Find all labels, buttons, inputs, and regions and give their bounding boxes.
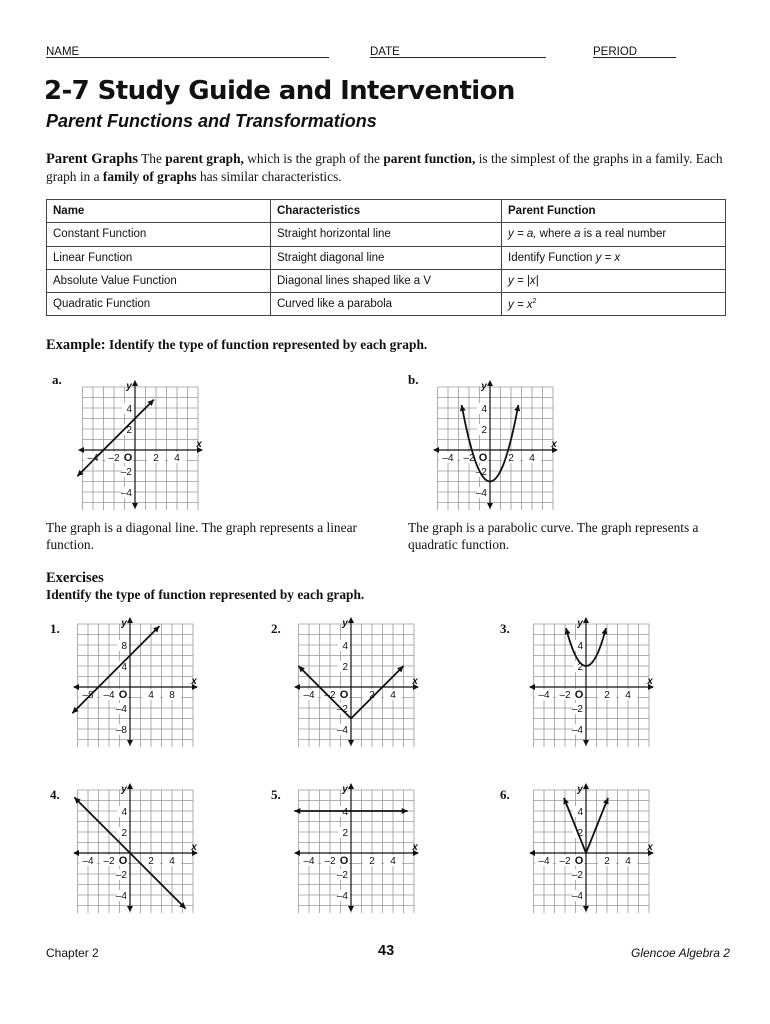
x-tick-label: 8 — [169, 690, 175, 701]
x-tick-label: 4 — [625, 856, 631, 867]
table-cell: Straight horizontal line — [271, 223, 502, 246]
intro-term: parent graph, — [165, 151, 244, 166]
table-row — [47, 246, 726, 269]
y-axis-arrow — [583, 906, 589, 912]
x-tick-label: –4 — [103, 690, 115, 701]
x-tick-label: 4 — [148, 690, 154, 701]
x-axis-arrow — [529, 850, 535, 856]
x-tick-label: –4 — [82, 856, 94, 867]
y-axis-arrow — [132, 380, 138, 386]
intro-text: has similar characteristics. — [196, 169, 342, 184]
y-axis-arrow — [132, 503, 138, 509]
y-axis-label: y — [577, 784, 583, 795]
y-tick-label: 2 — [342, 828, 348, 839]
example-a-graph — [77, 378, 204, 510]
y-axis-label: y — [577, 618, 583, 629]
exercises-instruction: Identify the type of function represented by each graph. — [46, 587, 365, 602]
y-tick-label: 2 — [577, 662, 583, 673]
example-heading — [46, 337, 427, 354]
parent-functions-table — [46, 199, 726, 316]
y-tick-label: –2 — [475, 467, 487, 478]
column-header: Parent Function — [502, 200, 726, 223]
x-axis-label: x — [412, 676, 418, 687]
function-arrow — [294, 808, 300, 814]
x-axis-label: x — [647, 842, 653, 853]
y-axis-arrow — [348, 617, 354, 623]
example-b-answer: The graph is a parabolic curve. The graph represents a quadratic function. — [408, 520, 699, 552]
x-tick-label: 2 — [508, 453, 514, 464]
table-cell: y = a, where a is a real number — [502, 223, 726, 246]
intro-term: parent function, — [383, 151, 476, 166]
x-tick-label: –8 — [82, 690, 94, 701]
y-tick-label: –4 — [475, 488, 487, 499]
x-tick-label: –4 — [87, 453, 99, 464]
x-tick-label: –2 — [103, 856, 115, 867]
exercise-5-label: 5. — [271, 787, 281, 802]
y-tick-label: 2 — [126, 425, 132, 436]
origin-label: O — [478, 452, 488, 464]
column-header: Characteristics — [271, 200, 502, 223]
x-axis-label: x — [191, 676, 197, 687]
y-tick-label: –4 — [336, 891, 348, 902]
origin-label: O — [574, 855, 584, 867]
x-tick-label: –2 — [463, 453, 475, 464]
exercise-1-label: 1. — [50, 621, 60, 636]
table-cell: Quadratic Function — [47, 293, 271, 316]
example-b-graph — [432, 378, 559, 510]
x-axis-arrow — [73, 850, 79, 856]
y-axis-arrow — [348, 906, 354, 912]
y-tick-label: 4 — [126, 404, 132, 415]
origin-label: O — [118, 855, 128, 867]
x-tick-label: –4 — [442, 453, 454, 464]
origin-label: O — [339, 689, 349, 701]
y-tick-label: –2 — [115, 870, 127, 881]
function-arrow — [402, 808, 408, 814]
footer-book-title: Glencoe Algebra 2 — [631, 946, 730, 960]
y-tick-label: 4 — [121, 662, 127, 673]
y-tick-label: –2 — [571, 870, 583, 881]
intro-text: is the simplest of the graphs in a family. Each graph in a — [46, 151, 723, 184]
date-label: DATE — [370, 46, 400, 58]
exercise-1-graph — [72, 615, 199, 747]
y-tick-label: –2 — [120, 467, 132, 478]
intro-text: which is the graph of the — [243, 151, 384, 166]
student-info-line — [46, 46, 728, 62]
example-label: Example: — [46, 337, 106, 353]
x-tick-label: –4 — [538, 690, 550, 701]
x-axis-label: x — [647, 676, 653, 687]
page-subtitle: Parent Functions and Transformations — [46, 111, 377, 131]
x-axis-label: x — [196, 439, 202, 450]
y-axis-label: y — [342, 618, 348, 629]
x-tick-label: –2 — [324, 690, 336, 701]
x-tick-label: 2 — [148, 856, 154, 867]
table-row — [47, 293, 726, 316]
y-tick-label: –4 — [571, 891, 583, 902]
column-header: Name — [47, 200, 271, 223]
table-cell: Diagonal lines shaped like a V — [271, 269, 502, 292]
y-axis-label: y — [121, 618, 127, 629]
y-tick-label: 4 — [342, 641, 348, 652]
exercise-3-graph — [528, 615, 655, 747]
y-tick-label: 2 — [121, 828, 127, 839]
x-tick-label: 4 — [625, 690, 631, 701]
y-tick-label: –4 — [120, 488, 132, 499]
y-axis-arrow — [127, 617, 133, 623]
x-tick-label: –4 — [538, 856, 550, 867]
y-axis-arrow — [127, 906, 133, 912]
footer-page-number: 43 — [378, 943, 395, 959]
y-tick-label: –2 — [336, 870, 348, 881]
exercise-4-graph — [72, 781, 199, 913]
exercise-2-graph — [293, 615, 420, 747]
x-tick-label: 2 — [153, 453, 159, 464]
y-tick-label: 4 — [121, 807, 127, 818]
period-label: PERIOD — [593, 46, 638, 58]
y-tick-label: –4 — [571, 725, 583, 736]
intro-text: The — [137, 151, 166, 166]
y-tick-label: –8 — [115, 725, 127, 736]
y-tick-label: 2 — [481, 425, 487, 436]
table-row — [47, 223, 726, 246]
y-tick-label: 4 — [577, 807, 583, 818]
example-b-label: b. — [408, 372, 419, 387]
x-tick-label: –2 — [559, 690, 571, 701]
x-axis-label: x — [191, 842, 197, 853]
intro-term: family of graphs — [102, 169, 197, 184]
x-tick-label: –4 — [303, 690, 315, 701]
x-tick-label: –2 — [324, 856, 336, 867]
origin-label: O — [339, 855, 349, 867]
x-tick-label: 2 — [369, 856, 375, 867]
x-tick-label: 4 — [390, 690, 396, 701]
y-axis-label: y — [126, 381, 132, 392]
y-axis-label: y — [481, 381, 487, 392]
page-title: 2-7 Study Guide and Intervention — [44, 76, 515, 106]
exercise-4-label: 4. — [50, 787, 60, 802]
x-tick-label: –2 — [559, 856, 571, 867]
intro-lead: Parent Graphs — [46, 151, 138, 167]
y-tick-label: 2 — [577, 828, 583, 839]
x-axis-label: x — [551, 439, 557, 450]
name-label: NAME — [46, 46, 80, 58]
y-tick-label: –2 — [336, 704, 348, 715]
table-cell: y = |x| — [502, 269, 726, 292]
y-tick-label: 8 — [121, 641, 127, 652]
exercises-title: Exercises — [46, 570, 104, 586]
table-cell: Straight diagonal line — [271, 246, 502, 269]
y-axis-arrow — [583, 783, 589, 789]
table-cell: Absolute Value Function — [47, 269, 271, 292]
y-axis-arrow — [348, 740, 354, 746]
exercise-6-graph — [528, 781, 655, 913]
y-axis-arrow — [583, 617, 589, 623]
x-tick-label: 2 — [369, 690, 375, 701]
y-tick-label: –2 — [571, 704, 583, 715]
function-line — [77, 400, 154, 477]
y-tick-label: –4 — [336, 725, 348, 736]
y-axis-arrow — [127, 740, 133, 746]
x-axis-arrow — [73, 684, 79, 690]
x-axis-arrow — [294, 684, 300, 690]
x-tick-label: 4 — [169, 856, 175, 867]
x-tick-label: –4 — [303, 856, 315, 867]
example-instruction: Identify the type of function represented by each graph. — [108, 337, 428, 352]
exercise-6-label: 6. — [500, 787, 510, 802]
y-tick-label: 4 — [577, 641, 583, 652]
intro-paragraph — [46, 150, 736, 185]
y-axis-arrow — [583, 740, 589, 746]
exercise-3-label: 3. — [500, 621, 510, 636]
exercise-2-label: 2. — [271, 621, 281, 636]
example-a-answer: The graph is a diagonal line. The graph represents a linear function. — [46, 520, 357, 552]
table-cell: Curved like a parabola — [271, 293, 502, 316]
function-line — [72, 626, 159, 713]
y-axis-arrow — [348, 783, 354, 789]
x-axis-arrow — [294, 850, 300, 856]
x-axis-arrow — [433, 447, 439, 453]
y-axis-label: y — [121, 784, 127, 795]
x-tick-label: 4 — [390, 856, 396, 867]
x-tick-label: –2 — [108, 453, 120, 464]
y-axis-arrow — [127, 783, 133, 789]
x-tick-label: 4 — [174, 453, 180, 464]
origin-label: O — [574, 689, 584, 701]
y-tick-label: 2 — [342, 662, 348, 673]
table-cell: Constant Function — [47, 223, 271, 246]
table-row — [47, 269, 726, 292]
footer-chapter: Chapter 2 — [46, 946, 99, 960]
y-tick-label: 4 — [481, 404, 487, 415]
y-axis-arrow — [487, 380, 493, 386]
x-axis-label: x — [412, 842, 418, 853]
x-tick-label: 2 — [604, 856, 610, 867]
table-cell: $y = x^2$ — [502, 293, 726, 316]
y-tick-label: –4 — [115, 891, 127, 902]
y-tick-label: 4 — [342, 807, 348, 818]
y-axis-label: y — [342, 784, 348, 795]
x-axis-arrow — [529, 684, 535, 690]
exercise-5-graph — [293, 781, 420, 913]
origin-label: O — [118, 689, 128, 701]
y-tick-label: –4 — [115, 704, 127, 715]
x-tick-label: 2 — [604, 690, 610, 701]
x-tick-label: 4 — [529, 453, 535, 464]
table-cell: Identify Function y = x — [502, 246, 726, 269]
y-axis-arrow — [487, 503, 493, 509]
table-header-row — [47, 200, 726, 223]
origin-label: O — [123, 452, 133, 464]
example-a-label: a. — [52, 372, 62, 387]
x-axis-arrow — [78, 447, 84, 453]
table-cell: Linear Function — [47, 246, 271, 269]
